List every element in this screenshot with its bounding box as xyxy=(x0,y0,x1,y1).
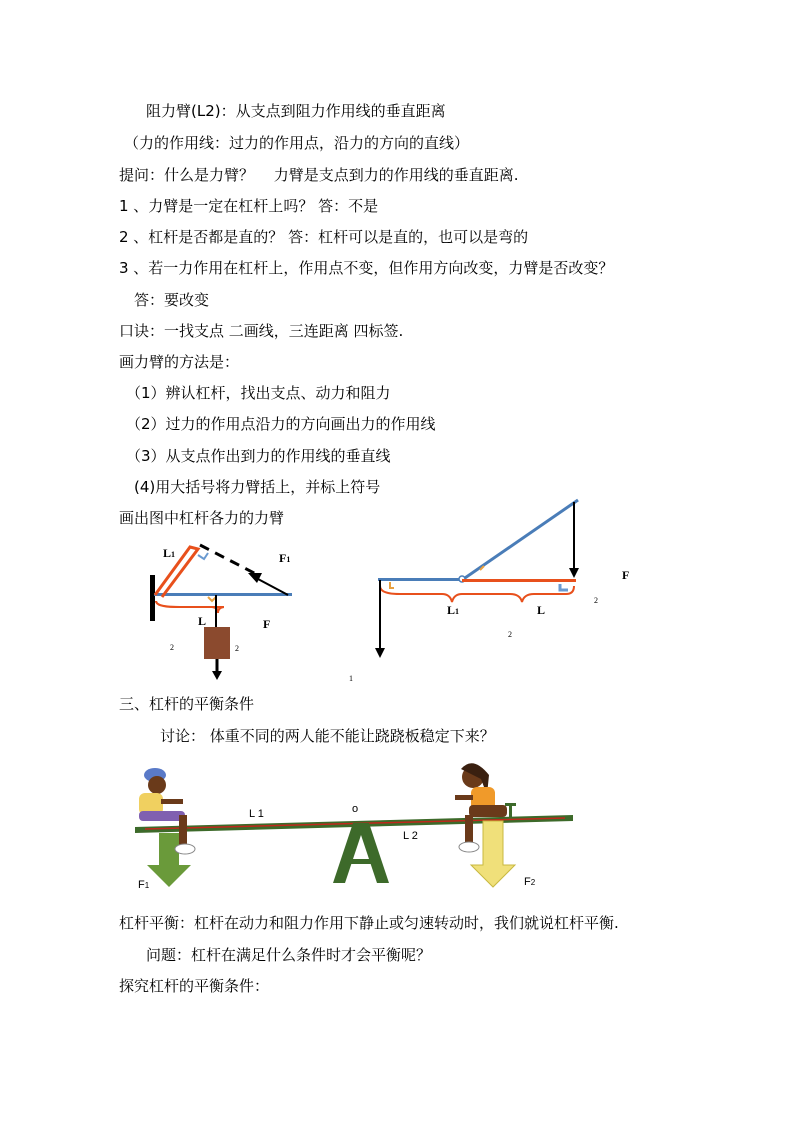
text-draw-instruction: 画出图中杠杆各力的力臂 xyxy=(119,509,285,527)
fig2-sub-2a: 2 xyxy=(594,596,598,605)
fig2-label-l1: L1 xyxy=(447,603,460,617)
force-f2-arrowhead xyxy=(569,568,579,578)
line-of-action xyxy=(200,545,258,575)
text-lever-balance-def: 杠杆平衡：杠杆在动力和阻力作用下静止或匀速转动时，我们就说杠杆平衡. xyxy=(119,914,619,932)
seesaw-label-l1: L 1 xyxy=(249,808,264,820)
text-q3: 3 、若一力作用在杠杆上，作用点不变，但作用方向改变，力臂是否改变？ xyxy=(119,259,614,277)
arm-braces xyxy=(380,586,574,602)
seesaw-label-l2: L 2 xyxy=(403,830,418,842)
seesaw-illustration xyxy=(125,755,580,900)
weight-block xyxy=(204,627,230,659)
lever-bar-slanted xyxy=(462,500,578,580)
marker-left xyxy=(390,582,394,588)
fig2-label-f: F xyxy=(622,568,630,582)
text-mnemonic: 口诀：一找支点 二画线，三连距离 四标签. xyxy=(119,322,404,340)
text-step-4: (4)用大括号将力臂括上，并标上符号 xyxy=(134,478,381,496)
wall xyxy=(150,575,155,621)
text-step-3: （3）从支点作出到力的作用线的垂直线 xyxy=(126,447,391,465)
fig1-label-l1: L1 xyxy=(163,546,176,560)
fulcrum-marker xyxy=(208,597,216,601)
lever-bar-left xyxy=(378,578,462,581)
seesaw-label-f1: F1 xyxy=(138,879,150,891)
text-line-of-action-def: （力的作用线：过力的作用点，沿力的方向的直线） xyxy=(124,134,470,152)
lever-diagram-2 xyxy=(370,490,590,670)
fig1-label-f1: F1 xyxy=(279,551,291,565)
text-question-arm: 提问：什么是力臂？ 力臂是支点到力的作用线的垂直距离. xyxy=(119,166,519,184)
fig2-label-l2: L xyxy=(537,603,546,617)
force-f2-arrowhead xyxy=(212,671,222,680)
fig2-sub-2b: 2 xyxy=(508,630,512,639)
fig1-sub-2b: 2 xyxy=(235,644,239,653)
text-q1: 1 、力臂是一定在杠杆上吗？ 答：不是 xyxy=(119,197,379,215)
fulcrum-a-frame xyxy=(333,823,389,883)
text-explore-balance: 探究杠杆的平衡条件： xyxy=(119,977,270,995)
text-step-2: （2）过力的作用点沿力的方向画出力的作用线 xyxy=(126,415,436,433)
fig1-sub-2a: 2 xyxy=(170,643,174,652)
text-step-1: （1）辨认杠杆，找出支点、动力和阻力 xyxy=(126,384,391,402)
force-f2-arrow xyxy=(471,821,515,887)
arm-l1 xyxy=(155,547,198,597)
fig1-label-f2: F xyxy=(263,617,271,631)
right-angle-marker xyxy=(560,584,568,590)
force-f1-arrowhead xyxy=(375,648,385,658)
text-q2: 2 、杠杆是否都是直的？ 答：杠杆可以是直的，也可以是弯的 xyxy=(119,228,529,246)
right-angle-marker xyxy=(198,553,208,559)
seesaw-label-o: o xyxy=(352,803,359,815)
arm-red xyxy=(462,579,576,582)
text-question-balance: 问题：杠杆在满足什么条件时才会平衡呢？ xyxy=(146,946,432,964)
section-title-balance: 三、杠杆的平衡条件 xyxy=(119,695,255,713)
seesaw-label-f2: F2 xyxy=(524,876,536,888)
fig2-sub-1: 1 xyxy=(349,674,353,683)
fig1-label-l2: L xyxy=(198,614,207,628)
text-method-title: 画力臂的方法是： xyxy=(119,353,240,371)
force-f1-arrowhead xyxy=(248,573,262,583)
lever-bar xyxy=(154,593,292,596)
text-a3: 答：要改变 xyxy=(134,291,210,309)
text-discussion: 讨论： 体重不同的两人能不能让跷跷板稳定下来？ xyxy=(160,727,495,745)
text-resistance-arm-def: 阻力臂(L2)：从支点到阻力作用线的垂直距离 xyxy=(146,102,446,120)
force-f1-line xyxy=(258,579,288,595)
